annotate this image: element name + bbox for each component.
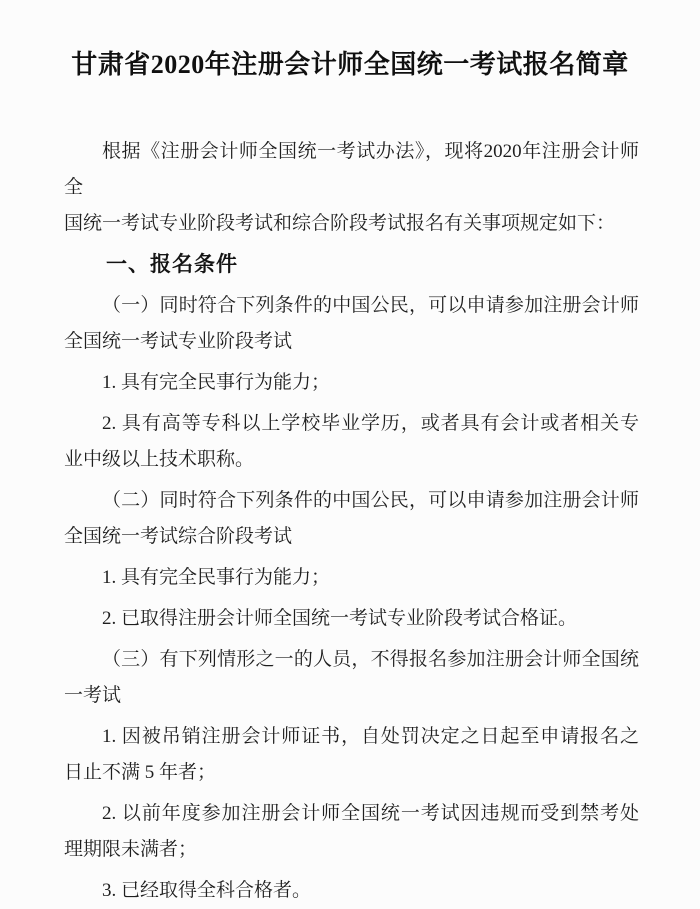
text-line: 1. 具有完全民事行为能力； [102,372,331,393]
document-body [64,134,639,909]
section-heading-1 [64,247,639,283]
text-line: 一考试 [64,685,122,706]
paragraph-item-2-1 [64,560,639,596]
text-line: 全国统一考试综合阶段考试 [64,526,293,547]
text-line: （二）同时符合下列条件的中国公民，可以申请参加注册会计师 [102,490,639,511]
text-line: 2. 以前年度参加注册会计师全国统一考试因违规而受到禁考处 [102,803,639,824]
paragraph-item-3-2 [64,796,639,868]
heading-line: 一、报名条件 [106,253,238,276]
paragraph-item-2-2 [64,601,639,637]
text-line: 业中级以上技术职称。 [64,449,255,470]
paragraph-item-3 [64,642,639,714]
text-line: 3. 已经取得全科合格者。 [102,880,312,901]
text-line: 理期限未满者； [64,839,198,860]
paragraph-item-1-1 [64,365,639,401]
text-line: 全国统一考试专业阶段考试 [64,331,293,352]
text-line: 2. 已取得注册会计师全国统一考试专业阶段考试合格证。 [102,608,578,629]
text-line: 2. 具有高等专科以上学校毕业学历，或者具有会计或者相关专 [102,413,639,434]
paragraph-item-1-2 [64,406,639,478]
text-line: 日止不满 5 年者； [64,762,217,783]
text-line: （一）同时符合下列条件的中国公民，可以申请参加注册会计师 [102,295,639,316]
text-line: 国统一考试专业阶段考试和综合阶段考试报名有关事项规定如下： [64,213,616,234]
paragraph-item-1 [64,288,639,360]
document-title: 甘肃省2020年注册会计师全国统一考试报名简章 [71,50,629,79]
text-line: （三）有下列情形之一的人员，不得报名参加注册会计师全国统 [102,649,639,670]
text-line: 1. 因被吊销注册会计师证书，自处罚决定之日起至申请报名之 [102,726,639,747]
text-line: 根据《注册会计师全国统一考试办法》，现将2020年注册会计师全 [64,141,639,198]
paragraph-intro [64,134,639,242]
paragraph-item-3-1 [64,719,639,791]
paragraph-item-3-3 [64,873,639,909]
paragraph-item-2 [64,483,639,555]
text-line: 1. 具有完全民事行为能力； [102,567,331,588]
